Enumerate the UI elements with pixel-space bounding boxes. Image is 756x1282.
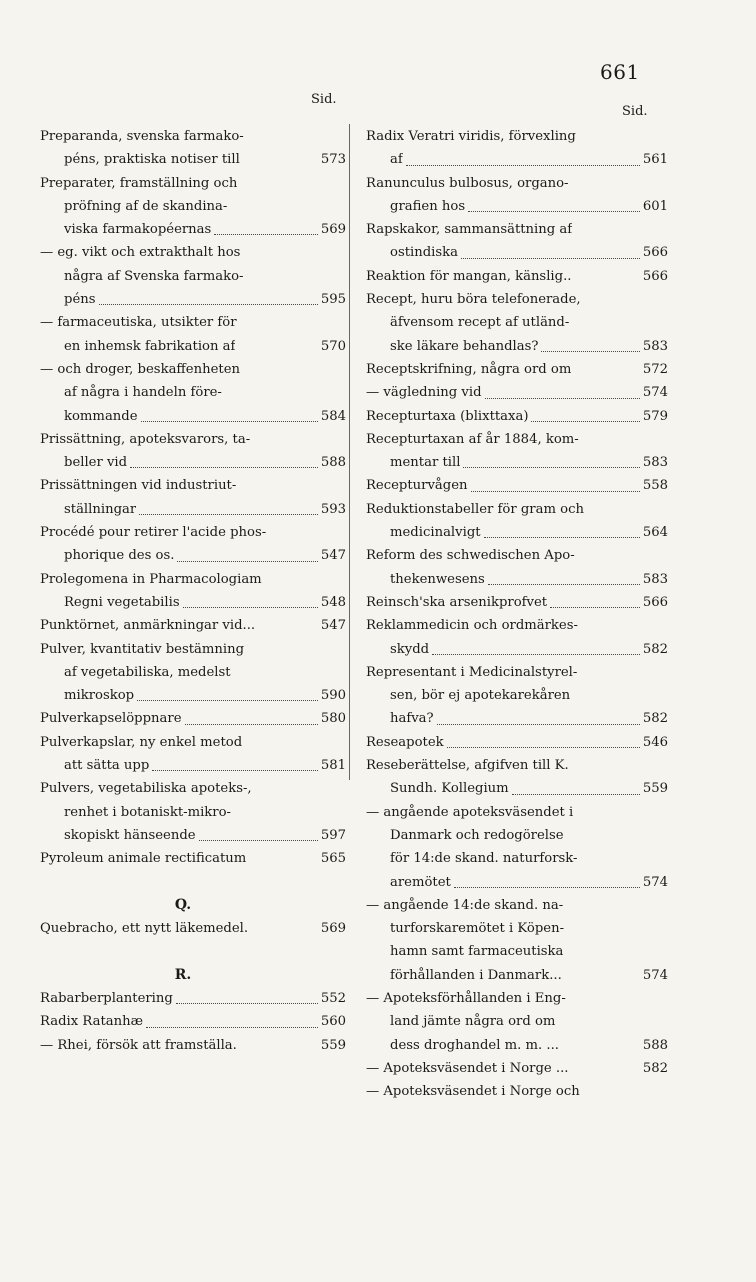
entry-text: Prolegomena in Pharmacologiam — [40, 571, 262, 587]
index-entry-line — [40, 801, 346, 824]
entry-text: — Apoteksförhållanden i Eng- — [366, 990, 566, 1006]
column-header-left: Sid. — [311, 92, 337, 107]
index-entry-line — [40, 521, 346, 544]
entry-text: Receptskrifning, några ord om — [366, 361, 572, 377]
dot-leader — [183, 591, 318, 614]
entry-text: äfvensom recept af utländ- — [390, 315, 570, 331]
index-entry-line — [366, 195, 668, 218]
entry-text: grafien hos — [390, 198, 466, 214]
entry-text: Reklammedicin och ordmärkes- — [366, 618, 578, 634]
column-divider — [349, 124, 350, 780]
entry-text: Representant i Medicinalstyrel- — [366, 664, 578, 680]
dot-leader — [199, 824, 318, 847]
index-entry-line — [366, 218, 668, 241]
dot-leader — [463, 451, 639, 474]
entry-text: kommande — [64, 408, 138, 424]
entry-page-number: 582 — [642, 1060, 668, 1076]
entry-text: — farmaceutiska, utsikter för — [40, 315, 237, 331]
entry-page-number: 569 — [320, 222, 346, 238]
index-entry-line — [366, 847, 668, 870]
dot-leader — [512, 777, 640, 800]
index-entry-line — [366, 684, 668, 707]
index-entry-line — [366, 894, 668, 917]
entry-page-number: 569 — [320, 921, 346, 937]
index-entry-line — [366, 148, 668, 171]
index-entry-line — [366, 335, 668, 358]
entry-text: Pyroleum animale rectificatum — [40, 851, 247, 867]
entry-page-number: 546 — [642, 734, 668, 750]
index-entry-line — [366, 451, 668, 474]
entry-page-number: 582 — [642, 711, 668, 727]
dot-leader — [454, 871, 640, 894]
index-entry-line — [40, 125, 346, 148]
index-entry-line — [366, 428, 668, 451]
index-entry-line — [40, 428, 346, 451]
entry-text: — vägledning vid — [366, 385, 482, 401]
entry-page-number: 566 — [642, 268, 668, 284]
index-entry-line — [366, 917, 668, 940]
index-entry-line — [40, 731, 346, 754]
index-entry-line — [366, 521, 668, 544]
dot-leader — [185, 707, 318, 730]
entry-text: Pulverkapselöppnare — [40, 711, 182, 727]
dot-leader — [484, 521, 640, 544]
entry-text: skopiskt hänseende — [64, 827, 196, 843]
entry-text: Reseapotek — [366, 734, 444, 750]
entry-page-number: 584 — [320, 408, 346, 424]
index-entry-line — [40, 265, 346, 288]
entry-page-number: 601 — [642, 198, 668, 214]
index-entry-line — [366, 288, 668, 311]
entry-text: Quebracho, ett nytt läkemedel. — [40, 921, 249, 937]
section-letter: Q. — [174, 896, 192, 913]
entry-page-number: 583 — [642, 455, 668, 471]
page-number: 661 — [600, 60, 640, 84]
index-entry-line — [40, 172, 346, 195]
entry-text: Prissättning, apoteksvarors, ta- — [40, 431, 251, 447]
entry-text: pröfning af de skandina- — [64, 198, 228, 214]
entry-page-number: 590 — [320, 688, 346, 704]
entry-page-number: 561 — [642, 152, 668, 168]
entry-text: Reseberättelse, afgifven till K. — [366, 758, 569, 774]
entry-text: péns — [64, 292, 96, 308]
entry-page-number: 583 — [642, 571, 668, 587]
entry-text: renhet i botaniskt-mikro- — [64, 804, 231, 820]
entry-text: Reduktionstabeller för gram och — [366, 501, 584, 517]
entry-text: dess droghandel m. m. ... — [390, 1037, 559, 1053]
index-entry-line — [366, 358, 668, 381]
index-entry-line — [366, 801, 668, 824]
entry-page-number: 559 — [320, 1037, 346, 1053]
index-entry-line — [366, 661, 668, 684]
dot-leader — [447, 731, 640, 754]
index-entry-line — [366, 544, 668, 567]
entry-text: — och droger, beskaffenheten — [40, 361, 240, 377]
entry-page-number: 574 — [642, 874, 668, 890]
entry-text: Radix Ratanhæ — [40, 1014, 144, 1030]
entry-text: viska farmakopéernas — [64, 222, 212, 238]
entry-page-number: 581 — [320, 758, 346, 774]
section-letter: R. — [174, 966, 192, 983]
entry-page-number: 570 — [320, 338, 346, 354]
entry-text: mentar till — [390, 455, 461, 471]
index-entry-line — [40, 917, 346, 940]
entry-page-number: 566 — [642, 245, 668, 261]
entry-text: af några i handeln före- — [64, 385, 222, 401]
index-entry-line — [40, 405, 346, 428]
dot-leader — [152, 754, 318, 777]
entry-text: thekenwesens — [390, 571, 485, 587]
entry-page-number: 574 — [642, 385, 668, 401]
entry-text: Prissättningen vid industriut- — [40, 478, 237, 494]
index-entry-line — [40, 218, 346, 241]
index-entry-line — [40, 777, 346, 800]
index-entry-line — [366, 777, 668, 800]
entry-page-number: 559 — [642, 781, 668, 797]
entry-page-number: 593 — [320, 501, 346, 517]
dot-leader — [461, 241, 640, 264]
index-entry-line — [40, 288, 346, 311]
index-entry-line — [366, 172, 668, 195]
index-entry-line — [40, 824, 346, 847]
index-entry-line — [40, 847, 346, 870]
dot-leader — [437, 707, 640, 730]
entry-text: phorique des os. — [64, 548, 175, 564]
index-entry-line — [40, 148, 346, 171]
index-entry-line — [40, 498, 346, 521]
dot-leader — [550, 591, 640, 614]
entry-text: Danmark och redogörelse — [390, 827, 564, 843]
entry-page-number: 558 — [642, 478, 668, 494]
index-entry-line — [366, 568, 668, 591]
index-entry-line — [366, 125, 668, 148]
index-entry-line — [366, 731, 668, 754]
index-entry-line — [366, 405, 668, 428]
dot-leader — [139, 498, 318, 521]
entry-text: medicinalvigt — [390, 525, 481, 541]
index-entry-line — [40, 451, 346, 474]
entry-page-number: 595 — [320, 292, 346, 308]
entry-page-number: 560 — [320, 1014, 346, 1030]
entry-text: ske läkare behandlas? — [390, 338, 539, 354]
entry-text: aremötet — [390, 874, 451, 890]
index-entry-line — [366, 987, 668, 1010]
entry-page-number: 547 — [320, 548, 346, 564]
index-column-left — [40, 125, 346, 1057]
entry-text: af vegetabiliska, medelst — [64, 664, 231, 680]
index-entry-line — [40, 474, 346, 497]
entry-text: — angående 14:de skand. na- — [366, 897, 564, 913]
index-entry-line — [366, 265, 668, 288]
index-entry-line — [40, 311, 346, 334]
entry-page-number: 572 — [642, 361, 668, 377]
index-entry-line — [366, 1080, 668, 1103]
entry-text: Procédé pour retirer l'acide phos- — [40, 525, 267, 541]
index-entry-line — [366, 381, 668, 404]
dot-leader — [214, 218, 318, 241]
index-entry-line — [40, 381, 346, 404]
index-entry-line — [40, 358, 346, 381]
entry-text: ställningar — [64, 501, 137, 517]
entry-text: Sundh. Kollegium — [390, 781, 509, 797]
entry-page-number: 588 — [642, 1037, 668, 1053]
index-entry-line — [40, 661, 346, 684]
index-entry-line — [40, 987, 346, 1010]
entry-text: skydd — [390, 641, 430, 657]
index-entry-line — [40, 335, 346, 358]
entry-text: förhållanden i Danmark... — [390, 967, 562, 983]
entry-text: Radix Veratri viridis, förvexling — [366, 129, 576, 144]
index-entry-line — [40, 544, 346, 567]
entry-text: — Apoteksväsendet i Norge och — [366, 1084, 580, 1100]
entry-text: — Rhei, försök att framställa. — [40, 1037, 237, 1053]
index-entry-line — [40, 684, 346, 707]
entry-text: hafva? — [390, 711, 434, 727]
index-entry-line — [40, 1010, 346, 1033]
dot-leader — [471, 474, 640, 497]
entry-text: land jämte några ord om — [390, 1014, 556, 1030]
index-entry-line — [366, 638, 668, 661]
spacer — [40, 940, 346, 963]
dot-leader — [176, 987, 318, 1010]
index-entry-line — [40, 754, 346, 777]
entry-text: beller vid — [64, 455, 128, 471]
entry-page-number: 580 — [320, 711, 346, 727]
entry-text: Rabarberplantering — [40, 990, 173, 1006]
entry-page-number: 574 — [642, 967, 668, 983]
index-entry-line — [366, 964, 668, 987]
entry-text: Punktörnet, anmärkningar vid... — [40, 618, 256, 634]
index-entry-line — [40, 568, 346, 591]
entry-text: Recept, huru böra telefonerade, — [366, 292, 581, 308]
index-entry-line — [40, 614, 346, 637]
entry-page-number: 597 — [320, 827, 346, 843]
dot-leader — [99, 288, 318, 311]
entry-text: af — [390, 152, 403, 168]
entry-text: Reaktion för mangan, känslig.. — [366, 268, 572, 284]
entry-text: — angående apoteksväsendet i — [366, 804, 574, 820]
index-entry-line — [40, 195, 346, 218]
index-entry-line — [366, 871, 668, 894]
entry-text: Rapskakor, sammansättning af — [366, 222, 573, 238]
entry-text: sen, bör ej apotekarekåren — [390, 688, 571, 704]
entry-text: Regni vegetabilis — [64, 594, 180, 610]
index-entry-line — [366, 940, 668, 963]
index-entry-line — [366, 1057, 668, 1080]
entry-text: Pulvers, vegetabiliska apoteks-, — [40, 781, 252, 797]
entry-text: Pulverkapslar, ny enkel metod — [40, 734, 243, 750]
index-column-right — [366, 125, 668, 1103]
entry-text: hamn samt farmaceutiska — [390, 944, 564, 960]
entry-page-number: 552 — [320, 990, 346, 1006]
index-entry-line — [366, 311, 668, 334]
index-entry-line — [366, 474, 668, 497]
entry-text: Preparanda, svenska farmako- — [40, 129, 244, 144]
entry-page-number: 547 — [320, 618, 346, 634]
dot-leader — [531, 405, 639, 428]
entry-text: turforskaremötet i Köpen- — [390, 921, 565, 937]
entry-text: att sätta upp — [64, 758, 150, 774]
spacer — [40, 871, 346, 894]
entry-page-number: 548 — [320, 594, 346, 610]
entry-text: några af Svenska farmako- — [64, 268, 244, 284]
entry-page-number: 564 — [642, 525, 668, 541]
entry-page-number: 573 — [320, 152, 346, 168]
entry-text: Ranunculus bulbosus, organo- — [366, 175, 569, 191]
index-entry-line — [40, 707, 346, 730]
entry-text: — eg. vikt och extrakthalt hos — [40, 245, 241, 261]
entry-page-number: 588 — [320, 455, 346, 471]
index-entry-line — [366, 754, 668, 777]
entry-text: péns, praktiska notiser till — [64, 152, 240, 168]
entry-text: — Apoteksväsendet i Norge ... — [366, 1060, 569, 1076]
index-entry-line — [366, 1034, 668, 1057]
column-header-right: Sid. — [622, 104, 648, 119]
index-entry-line — [366, 591, 668, 614]
entry-text: Reform des schwedischen Apo- — [366, 548, 575, 564]
entry-text: Pulver, kvantitativ bestämning — [40, 641, 245, 657]
index-entry-line — [366, 1010, 668, 1033]
dot-leader — [177, 544, 317, 567]
entry-text: Reinsch'ska arsenikprofvet — [366, 594, 548, 610]
entry-text: mikroskop — [64, 688, 135, 704]
index-entry-line — [366, 241, 668, 264]
entry-page-number: 583 — [642, 338, 668, 354]
index-entry-line — [40, 1034, 346, 1057]
dot-leader — [146, 1010, 318, 1033]
index-entry-line — [366, 614, 668, 637]
entry-text: Recepturvågen — [366, 478, 468, 494]
dot-leader — [137, 684, 318, 707]
dot-leader — [432, 638, 640, 661]
index-entry-line — [40, 591, 346, 614]
dot-leader — [485, 381, 640, 404]
entry-text: Recepturtaxa (blixttaxa) — [366, 408, 529, 424]
index-entry-line — [40, 241, 346, 264]
entry-page-number: 565 — [320, 851, 346, 867]
dot-leader — [406, 148, 640, 171]
index-entry-line — [40, 638, 346, 661]
entry-text: Recepturtaxan af år 1884, kom- — [366, 431, 579, 447]
entry-page-number: 579 — [642, 408, 668, 424]
entry-page-number: 566 — [642, 594, 668, 610]
entry-page-number: 582 — [642, 641, 668, 657]
index-entry-line — [366, 498, 668, 521]
entry-text: för 14:de skand. naturforsk- — [390, 851, 578, 867]
dot-leader — [141, 405, 318, 428]
index-entry-line — [366, 824, 668, 847]
dot-leader — [468, 195, 640, 218]
dot-leader — [130, 451, 318, 474]
entry-text: en inhemsk fabrikation af — [64, 338, 236, 354]
index-entry-line — [366, 707, 668, 730]
dot-leader — [541, 335, 639, 358]
entry-text: Preparater, framställning och — [40, 175, 238, 191]
dot-leader — [488, 568, 640, 591]
entry-text: ostindiska — [390, 245, 458, 261]
